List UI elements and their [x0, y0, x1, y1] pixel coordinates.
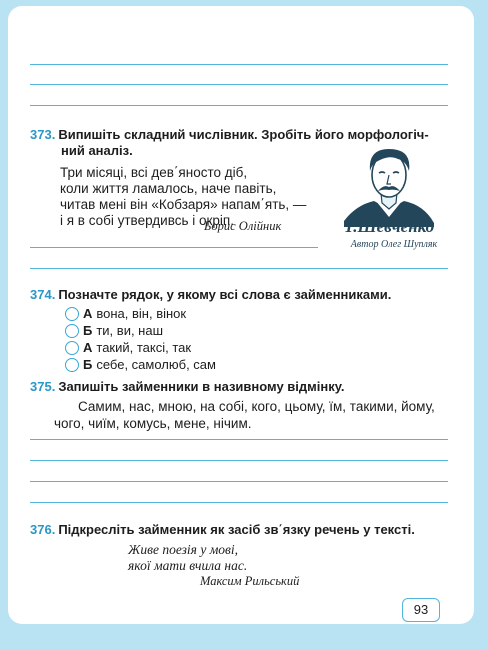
workbook-page [8, 6, 474, 624]
task-number: 374. [30, 287, 56, 302]
poem-line: читав мені він «Кобзаря» напам΄ять, — [60, 197, 307, 212]
option-circle[interactable] [65, 358, 79, 372]
writing-line[interactable] [30, 439, 448, 440]
task-375-instruction: 375. Запишіть займенники в називному відмінку. [30, 379, 345, 394]
writing-line[interactable] [30, 84, 448, 85]
poem-author: Борис Олійник [204, 219, 282, 233]
option-circle[interactable] [65, 307, 79, 321]
poem-line: коли життя ламалось, наче павіть, [60, 181, 277, 196]
option-row[interactable]: Б себе, самолюб, сам [65, 356, 216, 373]
writing-line[interactable] [30, 105, 448, 106]
task-373-instruction: 373. Випишіть складний числівник. Зробіть його морфологіч- ний аналіз. [30, 127, 429, 158]
option-circle[interactable] [65, 341, 79, 355]
option-row[interactable]: Б ти, ви, наш [65, 322, 163, 339]
writing-line[interactable] [30, 247, 318, 248]
option-circle[interactable] [65, 324, 79, 338]
poem-line: і я в собі утвердивсь і окріп. [60, 213, 234, 228]
task-376-instruction: 376. Підкресліть займенник як засіб зв΄язку речень у тексті. [30, 522, 415, 537]
portrait-caption: Автор Олег Шупляк [350, 239, 438, 250]
option-row[interactable]: А вона, він, вінок [65, 305, 186, 322]
writing-line[interactable] [30, 268, 448, 269]
task-number: 373. [30, 127, 56, 142]
writing-line[interactable] [30, 64, 448, 65]
writing-line[interactable] [30, 502, 448, 503]
portrait-signature: Т.Шевченко [343, 217, 435, 236]
task-number: 376. [30, 522, 56, 537]
task-375-words: Самим, нас, мною, на собі, кого, цьому, їм, такими, йому, чого, чиїм, комусь, мене, нічим. [54, 399, 435, 431]
writing-line[interactable] [30, 481, 448, 482]
page-number: 93 [402, 598, 440, 622]
poem-line: якої мати вчила нас. [128, 558, 248, 573]
option-row[interactable]: А такий, таксі, так [65, 339, 191, 356]
writing-line[interactable] [30, 460, 448, 461]
shevchenko-portrait-icon [334, 139, 444, 256]
task-374-instruction: 374. Позначте рядок, у якому всі слова є займенниками. [30, 287, 392, 302]
poem-author: Максим Рильський [200, 574, 300, 588]
poem-line: Три місяці, всі дев΄яносто діб, [60, 165, 248, 180]
task-376-poem [128, 542, 247, 574]
poem-line: Живе поезія у мові, [128, 542, 239, 557]
task-number: 375. [30, 379, 56, 394]
